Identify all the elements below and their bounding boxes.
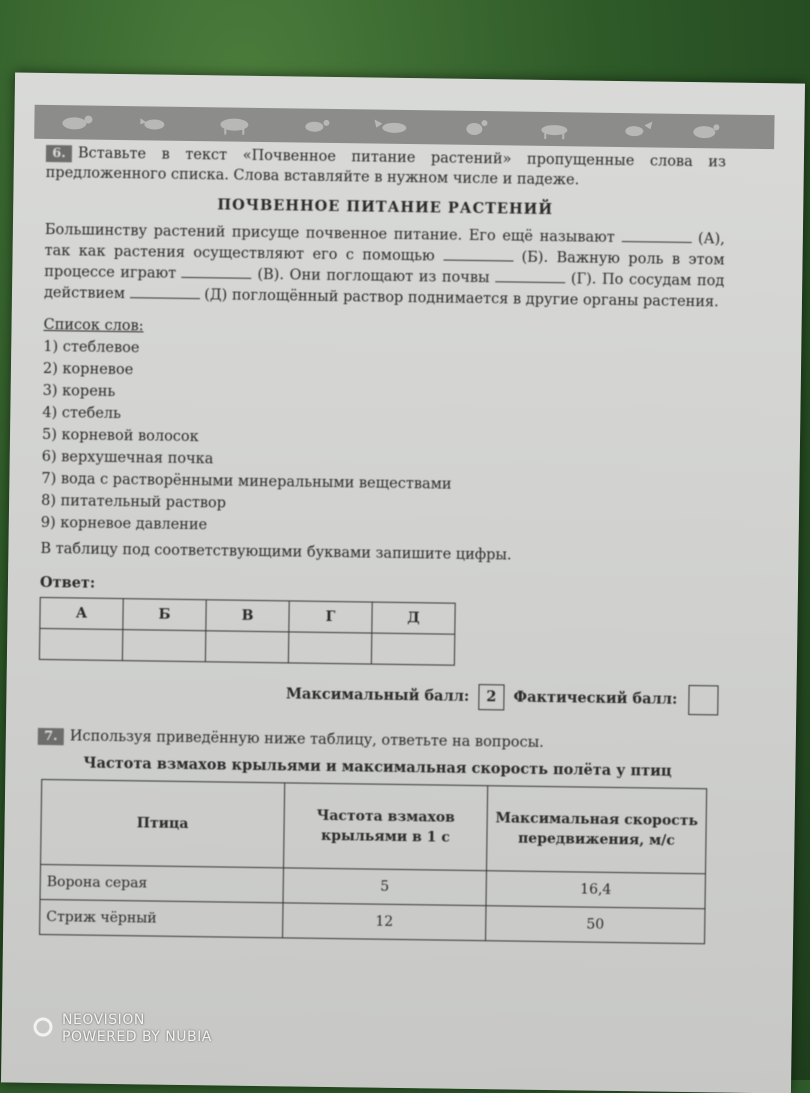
answer-header-g: Г — [289, 601, 372, 633]
word-list-title: Список слов: — [43, 316, 144, 335]
bird-name: Ворона серая — [40, 864, 283, 902]
answer-header-v: В — [206, 600, 289, 632]
answer-label: Ответ: — [39, 573, 96, 592]
bird-freq: 5 — [283, 868, 486, 906]
word-item: 1) стеблевое — [43, 338, 140, 357]
watermark-line1: NEOVISION — [62, 1012, 145, 1028]
bird-freq: 12 — [283, 903, 486, 941]
word-list — [41, 337, 724, 542]
birds-header-bird: Птица — [41, 779, 285, 867]
actual-score-label: Фактический балл: — [513, 688, 678, 708]
word-item: 4) стебель — [42, 404, 122, 423]
blank-d[interactable] — [130, 283, 200, 299]
word-item: 9) корневое давление — [40, 514, 208, 534]
word-item: 2) корневое — [42, 360, 134, 379]
word-item: 6) верхушечная почка — [41, 448, 214, 468]
blank-b[interactable] — [443, 246, 513, 262]
word-item: 3) корень — [42, 382, 116, 400]
answer-cell-v[interactable] — [205, 631, 288, 663]
answer-header-d: Д — [372, 602, 455, 634]
answer-table — [39, 597, 456, 666]
task7-title: Частота взмахов крыльями и максимальная скорость полёта у птиц — [83, 754, 672, 780]
answer-header-b: Б — [123, 599, 206, 631]
answer-header-a: А — [40, 597, 123, 629]
watermark-line2: POWERED BY NUBIA — [62, 1029, 212, 1045]
bird-name: Стриж чёрный — [40, 899, 283, 937]
task6-title: ПОЧВЕННОЕ ПИТАНИЕ РАСТЕНИЙ — [217, 196, 554, 219]
animal-banner — [34, 105, 774, 149]
word-item: 8) питательный раствор — [40, 492, 227, 512]
neovision-logo-icon — [32, 1016, 54, 1038]
task6-number: 6. — [46, 144, 72, 161]
workbook-page — [1, 73, 805, 1093]
word-item: 7) вода с растворёнными минеральными веществами — [41, 470, 452, 493]
score-row — [38, 676, 718, 715]
answer-cell-a[interactable] — [39, 628, 122, 660]
task7-instruction: 7. Используя приведённую ниже таблицу, ответьте на вопросы. — [38, 726, 718, 755]
actual-score-box[interactable] — [688, 685, 718, 715]
animal-silhouettes-icon — [44, 111, 764, 143]
birds-table — [39, 779, 707, 944]
blank-g[interactable] — [495, 267, 565, 283]
birds-header-freq: Частота взмахов крыльями в 1 с — [284, 783, 488, 871]
bird-speed: 50 — [486, 906, 705, 944]
bird-speed: 16,4 — [486, 871, 705, 909]
page-content — [35, 143, 726, 944]
task6-text: Большинству растений присуще почвенное питание. Его ещё называют (А), так как растения осуществляют его с помощью (Б). Важную роль в этом процессе играют (В). Они поглощают из почвы (Г). По сосудам под действием (Д) поглощённый раствор поднимается в другие органы растения. — [43, 221, 725, 311]
answer-cell-d[interactable] — [371, 633, 454, 665]
max-score-label: Максимальный балл: — [285, 685, 470, 705]
birds-header-speed: Максимальная скорость передвижения, м/с — [486, 786, 706, 874]
blank-v[interactable] — [182, 263, 252, 279]
max-score-value: 2 — [478, 684, 504, 710]
table-instruction: В таблицу под соответствующими буквами запишите цифры. — [40, 540, 512, 564]
answer-cell-b[interactable] — [122, 630, 205, 662]
word-item: 5) корневой волосок — [41, 426, 199, 446]
blank-a[interactable] — [621, 227, 691, 243]
task6-instruction: 6. Вставьте в текст «Почвенное питание растений» пропущенные слова из предложенного списка. Слова вставляйте в нужном числе и падеже. — [45, 145, 727, 189]
task7-number: 7. — [38, 727, 64, 744]
answer-cell-g[interactable] — [288, 632, 371, 664]
